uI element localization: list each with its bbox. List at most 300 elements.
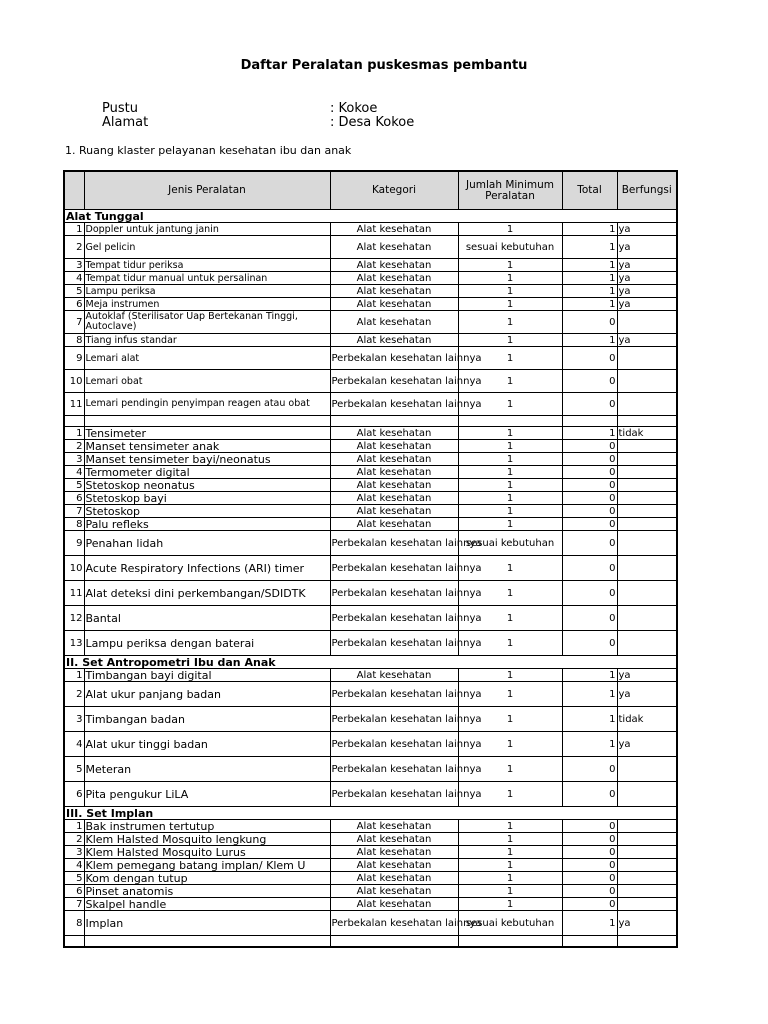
- item-number: 2: [64, 440, 84, 453]
- item-total: 0: [562, 556, 617, 581]
- item-minimum: 1: [458, 427, 562, 440]
- item-total: 0: [562, 898, 617, 911]
- item-total: 0: [562, 393, 617, 416]
- item-functional: [617, 581, 677, 606]
- item-category: Perbekalan kesehatan lainnya: [330, 707, 458, 732]
- item-functional: [617, 846, 677, 859]
- item-functional: ya: [617, 669, 677, 682]
- table-row: [64, 556, 677, 581]
- table-row: [64, 885, 677, 898]
- item-number: 10: [64, 370, 84, 393]
- item-functional: [617, 782, 677, 807]
- item-functional: ya: [617, 732, 677, 757]
- item-number: 6: [64, 298, 84, 311]
- item-number: 6: [64, 782, 84, 807]
- item-minimum: 1: [458, 518, 562, 531]
- item-minimum: 1: [458, 859, 562, 872]
- header-berfungsi: Berfungsi: [617, 171, 677, 210]
- item-total: 0: [562, 606, 617, 631]
- item-minimum: 1: [458, 669, 562, 682]
- spacer-cell: [458, 936, 562, 948]
- item-number: 11: [64, 581, 84, 606]
- item-name: Klem Halsted Mosquito lengkung: [84, 833, 330, 846]
- item-name: Penahan lidah: [84, 531, 330, 556]
- spacer-cell: [64, 416, 84, 427]
- item-minimum: 1: [458, 334, 562, 347]
- item-total: 1: [562, 298, 617, 311]
- item-functional: [617, 872, 677, 885]
- item-category: Perbekalan kesehatan lainnya: [330, 581, 458, 606]
- item-total: 0: [562, 581, 617, 606]
- item-functional: [617, 393, 677, 416]
- item-number: 1: [64, 427, 84, 440]
- item-name: Tiang infus standar: [84, 334, 330, 347]
- item-minimum: 1: [458, 732, 562, 757]
- table-row: [64, 872, 677, 885]
- item-total: 0: [562, 492, 617, 505]
- item-name: Bantal: [84, 606, 330, 631]
- item-total: 1: [562, 669, 617, 682]
- item-number: 4: [64, 859, 84, 872]
- item-total: 0: [562, 505, 617, 518]
- item-number: 4: [64, 732, 84, 757]
- item-category: Perbekalan kesehatan lainnya: [330, 606, 458, 631]
- item-functional: [617, 820, 677, 833]
- item-total: 0: [562, 833, 617, 846]
- item-functional: tidak: [617, 427, 677, 440]
- item-total: 1: [562, 707, 617, 732]
- item-number: 3: [64, 846, 84, 859]
- spacer-cell: [458, 416, 562, 427]
- group-row: [64, 210, 677, 223]
- spacer-cell: [330, 416, 458, 427]
- item-minimum: 1: [458, 285, 562, 298]
- item-category: Alat kesehatan: [330, 859, 458, 872]
- alamat-label: Alamat: [102, 115, 149, 130]
- item-name: Lemari pendingin penyimpan reagen atau obat: [84, 393, 330, 416]
- table-row: [64, 427, 677, 440]
- table-row: [64, 259, 677, 272]
- group-title: Alat Tunggal: [64, 210, 677, 223]
- table-row: [64, 393, 677, 416]
- table-row: [64, 631, 677, 656]
- item-total: 0: [562, 757, 617, 782]
- item-category: Alat kesehatan: [330, 272, 458, 285]
- item-category: Perbekalan kesehatan lainnya: [330, 347, 458, 370]
- item-category: Alat kesehatan: [330, 479, 458, 492]
- header-no: [64, 171, 84, 210]
- item-total: 0: [562, 859, 617, 872]
- header-total: Total: [562, 171, 617, 210]
- item-category: Perbekalan kesehatan lainnya: [330, 370, 458, 393]
- item-total: 0: [562, 311, 617, 334]
- item-category: Perbekalan kesehatan lainnya: [330, 732, 458, 757]
- item-name: Stetoskop: [84, 505, 330, 518]
- table-row: [64, 820, 677, 833]
- item-functional: [617, 859, 677, 872]
- item-number: 9: [64, 531, 84, 556]
- table-row: [64, 911, 677, 936]
- item-name: Lemari obat: [84, 370, 330, 393]
- item-category: Alat kesehatan: [330, 453, 458, 466]
- item-minimum: sesuai kebutuhan: [458, 531, 562, 556]
- item-total: 1: [562, 223, 617, 236]
- item-name: Meja instrumen: [84, 298, 330, 311]
- header-kategori: Kategori: [330, 171, 458, 210]
- table-row: [64, 347, 677, 370]
- item-number: 1: [64, 820, 84, 833]
- item-minimum: 1: [458, 782, 562, 807]
- item-functional: ya: [617, 682, 677, 707]
- item-minimum: 1: [458, 492, 562, 505]
- item-total: 0: [562, 820, 617, 833]
- table-row: [64, 223, 677, 236]
- item-number: 8: [64, 334, 84, 347]
- item-name: Alat ukur panjang badan: [84, 682, 330, 707]
- spacer-cell: [617, 936, 677, 948]
- item-number: 7: [64, 311, 84, 334]
- item-category: Alat kesehatan: [330, 669, 458, 682]
- table-row: [64, 492, 677, 505]
- item-number: 13: [64, 631, 84, 656]
- item-minimum: 1: [458, 223, 562, 236]
- item-minimum: 1: [458, 453, 562, 466]
- table-row: [64, 334, 677, 347]
- item-name: Alat ukur tinggi badan: [84, 732, 330, 757]
- table-row: [64, 782, 677, 807]
- table-row: [64, 236, 677, 259]
- spacer-cell: [562, 416, 617, 427]
- item-category: Perbekalan kesehatan lainnya: [330, 531, 458, 556]
- item-name: Timbangan bayi digital: [84, 669, 330, 682]
- item-name: Pinset anatomis: [84, 885, 330, 898]
- item-number: 2: [64, 833, 84, 846]
- item-number: 4: [64, 466, 84, 479]
- item-category: Alat kesehatan: [330, 833, 458, 846]
- table-row: [64, 453, 677, 466]
- item-functional: [617, 453, 677, 466]
- item-total: 0: [562, 885, 617, 898]
- item-category: Perbekalan kesehatan lainnya: [330, 556, 458, 581]
- item-functional: ya: [617, 259, 677, 272]
- alamat-value: : Desa Kokoe: [330, 115, 415, 130]
- item-number: 8: [64, 518, 84, 531]
- table-row: [64, 285, 677, 298]
- item-category: Alat kesehatan: [330, 820, 458, 833]
- table-row: [64, 707, 677, 732]
- item-number: 7: [64, 898, 84, 911]
- item-minimum: 1: [458, 898, 562, 911]
- item-functional: ya: [617, 334, 677, 347]
- item-number: 9: [64, 347, 84, 370]
- item-name: Tensimeter: [84, 427, 330, 440]
- table-row: [64, 859, 677, 872]
- item-number: 1: [64, 669, 84, 682]
- spacer-cell: [330, 936, 458, 948]
- item-functional: ya: [617, 272, 677, 285]
- table-row: [64, 479, 677, 492]
- item-number: 11: [64, 393, 84, 416]
- item-category: Alat kesehatan: [330, 223, 458, 236]
- item-category: Perbekalan kesehatan lainnya: [330, 782, 458, 807]
- item-total: 1: [562, 285, 617, 298]
- spacer-cell: [64, 936, 84, 948]
- item-minimum: sesuai kebutuhan: [458, 911, 562, 936]
- item-name: Stetoskop neonatus: [84, 479, 330, 492]
- spacer-cell: [84, 936, 330, 948]
- item-total: 0: [562, 846, 617, 859]
- item-name: Skalpel handle: [84, 898, 330, 911]
- table-row: [64, 311, 677, 334]
- item-name: Palu refleks: [84, 518, 330, 531]
- item-name: Implan: [84, 911, 330, 936]
- item-number: 7: [64, 505, 84, 518]
- item-functional: [617, 556, 677, 581]
- item-number: 10: [64, 556, 84, 581]
- item-total: 1: [562, 427, 617, 440]
- table-row: [64, 833, 677, 846]
- item-number: 6: [64, 885, 84, 898]
- item-minimum: 1: [458, 820, 562, 833]
- item-number: 3: [64, 707, 84, 732]
- item-name: Kom dengan tutup: [84, 872, 330, 885]
- item-minimum: 1: [458, 682, 562, 707]
- table-row: [64, 898, 677, 911]
- item-total: 1: [562, 334, 617, 347]
- item-total: 0: [562, 440, 617, 453]
- item-functional: [617, 531, 677, 556]
- table-row: [64, 466, 677, 479]
- item-name: Tempat tidur manual untuk persalinan: [84, 272, 330, 285]
- table-row: [64, 440, 677, 453]
- item-functional: [617, 466, 677, 479]
- item-functional: [617, 757, 677, 782]
- pustu-value: : Kokoe: [330, 101, 378, 116]
- item-name: Termometer digital: [84, 466, 330, 479]
- item-minimum: 1: [458, 440, 562, 453]
- item-minimum: 1: [458, 272, 562, 285]
- item-minimum: 1: [458, 872, 562, 885]
- item-number: 5: [64, 479, 84, 492]
- item-total: 0: [562, 466, 617, 479]
- table-row: [64, 518, 677, 531]
- item-total: 0: [562, 518, 617, 531]
- item-name: Meteran: [84, 757, 330, 782]
- item-total: 0: [562, 347, 617, 370]
- item-name: Lampu periksa: [84, 285, 330, 298]
- item-total: 0: [562, 453, 617, 466]
- item-functional: ya: [617, 911, 677, 936]
- table-row: [64, 846, 677, 859]
- group-title: III. Set Implan: [64, 807, 677, 820]
- item-name: Klem pemegang batang implan/ Klem U: [84, 859, 330, 872]
- item-name: Doppler untuk jantung janin: [84, 223, 330, 236]
- item-functional: [617, 440, 677, 453]
- item-number: 12: [64, 606, 84, 631]
- item-name: Manset tensimeter bayi/neonatus: [84, 453, 330, 466]
- spacer-cell: [562, 936, 617, 948]
- item-functional: tidak: [617, 707, 677, 732]
- item-functional: ya: [617, 236, 677, 259]
- equipment-table: [63, 170, 678, 948]
- item-number: 3: [64, 259, 84, 272]
- item-functional: ya: [617, 223, 677, 236]
- header-jumlah: Jumlah Minimum Peralatan: [458, 171, 562, 210]
- table-row: [64, 732, 677, 757]
- item-functional: [617, 492, 677, 505]
- item-total: 0: [562, 479, 617, 492]
- item-total: 1: [562, 259, 617, 272]
- item-number: 5: [64, 872, 84, 885]
- item-category: Alat kesehatan: [330, 259, 458, 272]
- table-row: [64, 370, 677, 393]
- table-row: [64, 757, 677, 782]
- item-total: 0: [562, 872, 617, 885]
- item-name: Gel pelicin: [84, 236, 330, 259]
- item-name: Pita pengukur LiLA: [84, 782, 330, 807]
- item-category: Perbekalan kesehatan lainnya: [330, 682, 458, 707]
- item-total: 1: [562, 911, 617, 936]
- item-name: Klem Halsted Mosquito Lurus: [84, 846, 330, 859]
- item-category: Alat kesehatan: [330, 846, 458, 859]
- item-name: Bak instrumen tertutup: [84, 820, 330, 833]
- item-minimum: 1: [458, 311, 562, 334]
- item-category: Alat kesehatan: [330, 236, 458, 259]
- item-category: Alat kesehatan: [330, 298, 458, 311]
- table-row: [64, 581, 677, 606]
- item-functional: [617, 347, 677, 370]
- table-row: [64, 272, 677, 285]
- spacer-row: [64, 936, 677, 948]
- item-minimum: 1: [458, 347, 562, 370]
- item-functional: [617, 631, 677, 656]
- item-name: Stetoskop bayi: [84, 492, 330, 505]
- item-category: Perbekalan kesehatan lainnya: [330, 911, 458, 936]
- item-name: Manset tensimeter anak: [84, 440, 330, 453]
- item-functional: ya: [617, 298, 677, 311]
- item-functional: [617, 311, 677, 334]
- spacer-row: [64, 416, 677, 427]
- item-minimum: 1: [458, 259, 562, 272]
- item-name: Lampu periksa dengan baterai: [84, 631, 330, 656]
- item-category: Alat kesehatan: [330, 898, 458, 911]
- item-functional: ya: [617, 285, 677, 298]
- item-category: Alat kesehatan: [330, 872, 458, 885]
- item-number: 2: [64, 236, 84, 259]
- item-minimum: 1: [458, 707, 562, 732]
- table-row: [64, 505, 677, 518]
- item-total: 0: [562, 782, 617, 807]
- item-minimum: 1: [458, 846, 562, 859]
- section-intro: 1. Ruang klaster pelayanan kesehatan ibu dan anak: [65, 144, 352, 157]
- item-number: 4: [64, 272, 84, 285]
- item-minimum: 1: [458, 479, 562, 492]
- item-category: Alat kesehatan: [330, 427, 458, 440]
- item-functional: [617, 898, 677, 911]
- item-name: Alat deteksi dini perkembangan/SDIDTK: [84, 581, 330, 606]
- item-category: Alat kesehatan: [330, 334, 458, 347]
- item-category: Perbekalan kesehatan lainnya: [330, 393, 458, 416]
- item-minimum: 1: [458, 757, 562, 782]
- group-row: [64, 807, 677, 820]
- item-number: 5: [64, 285, 84, 298]
- item-number: 8: [64, 911, 84, 936]
- table-row: [64, 298, 677, 311]
- item-category: Alat kesehatan: [330, 505, 458, 518]
- item-total: 1: [562, 272, 617, 285]
- item-name: Lemari alat: [84, 347, 330, 370]
- group-title: II. Set Antropometri Ibu dan Anak: [64, 656, 677, 669]
- item-total: 1: [562, 682, 617, 707]
- item-name: Tempat tidur periksa: [84, 259, 330, 272]
- item-minimum: 1: [458, 393, 562, 416]
- item-minimum: 1: [458, 466, 562, 479]
- spacer-cell: [84, 416, 330, 427]
- item-category: Alat kesehatan: [330, 518, 458, 531]
- item-minimum: 1: [458, 606, 562, 631]
- spacer-cell: [617, 416, 677, 427]
- item-total: 0: [562, 370, 617, 393]
- item-functional: [617, 518, 677, 531]
- item-name: Timbangan badan: [84, 707, 330, 732]
- item-category: Alat kesehatan: [330, 466, 458, 479]
- item-functional: [617, 370, 677, 393]
- item-minimum: 1: [458, 581, 562, 606]
- item-total: 1: [562, 236, 617, 259]
- item-minimum: 1: [458, 833, 562, 846]
- item-category: Alat kesehatan: [330, 440, 458, 453]
- item-functional: [617, 505, 677, 518]
- table-row: [64, 531, 677, 556]
- item-category: Alat kesehatan: [330, 492, 458, 505]
- item-functional: [617, 479, 677, 492]
- item-number: 1: [64, 223, 84, 236]
- item-category: Alat kesehatan: [330, 285, 458, 298]
- item-total: 0: [562, 531, 617, 556]
- table-row: [64, 669, 677, 682]
- item-functional: [617, 885, 677, 898]
- item-name: Acute Respiratory Infections (ARI) timer: [84, 556, 330, 581]
- pustu-label: Pustu: [102, 101, 138, 116]
- item-number: 2: [64, 682, 84, 707]
- item-category: Alat kesehatan: [330, 885, 458, 898]
- page-title: Daftar Peralatan puskesmas pembantu: [240, 58, 528, 73]
- item-minimum: 1: [458, 885, 562, 898]
- table-header-row: [64, 171, 677, 210]
- group-row: [64, 656, 677, 669]
- header-jenis: Jenis Peralatan: [84, 171, 330, 210]
- item-category: Perbekalan kesehatan lainnya: [330, 631, 458, 656]
- item-category: Perbekalan kesehatan lainnya: [330, 757, 458, 782]
- item-minimum: 1: [458, 505, 562, 518]
- item-category: Alat kesehatan: [330, 311, 458, 334]
- item-number: 6: [64, 492, 84, 505]
- item-number: 3: [64, 453, 84, 466]
- item-functional: [617, 606, 677, 631]
- table-row: [64, 682, 677, 707]
- item-name: Autoklaf (Sterilisator Uap Bertekanan Tinggi, Autoclave): [84, 311, 330, 334]
- item-total: 0: [562, 631, 617, 656]
- item-minimum: 1: [458, 556, 562, 581]
- table-row: [64, 606, 677, 631]
- item-total: 1: [562, 732, 617, 757]
- item-minimum: sesuai kebutuhan: [458, 236, 562, 259]
- item-minimum: 1: [458, 298, 562, 311]
- table-body: [64, 210, 677, 948]
- item-minimum: 1: [458, 370, 562, 393]
- item-number: 5: [64, 757, 84, 782]
- item-minimum: 1: [458, 631, 562, 656]
